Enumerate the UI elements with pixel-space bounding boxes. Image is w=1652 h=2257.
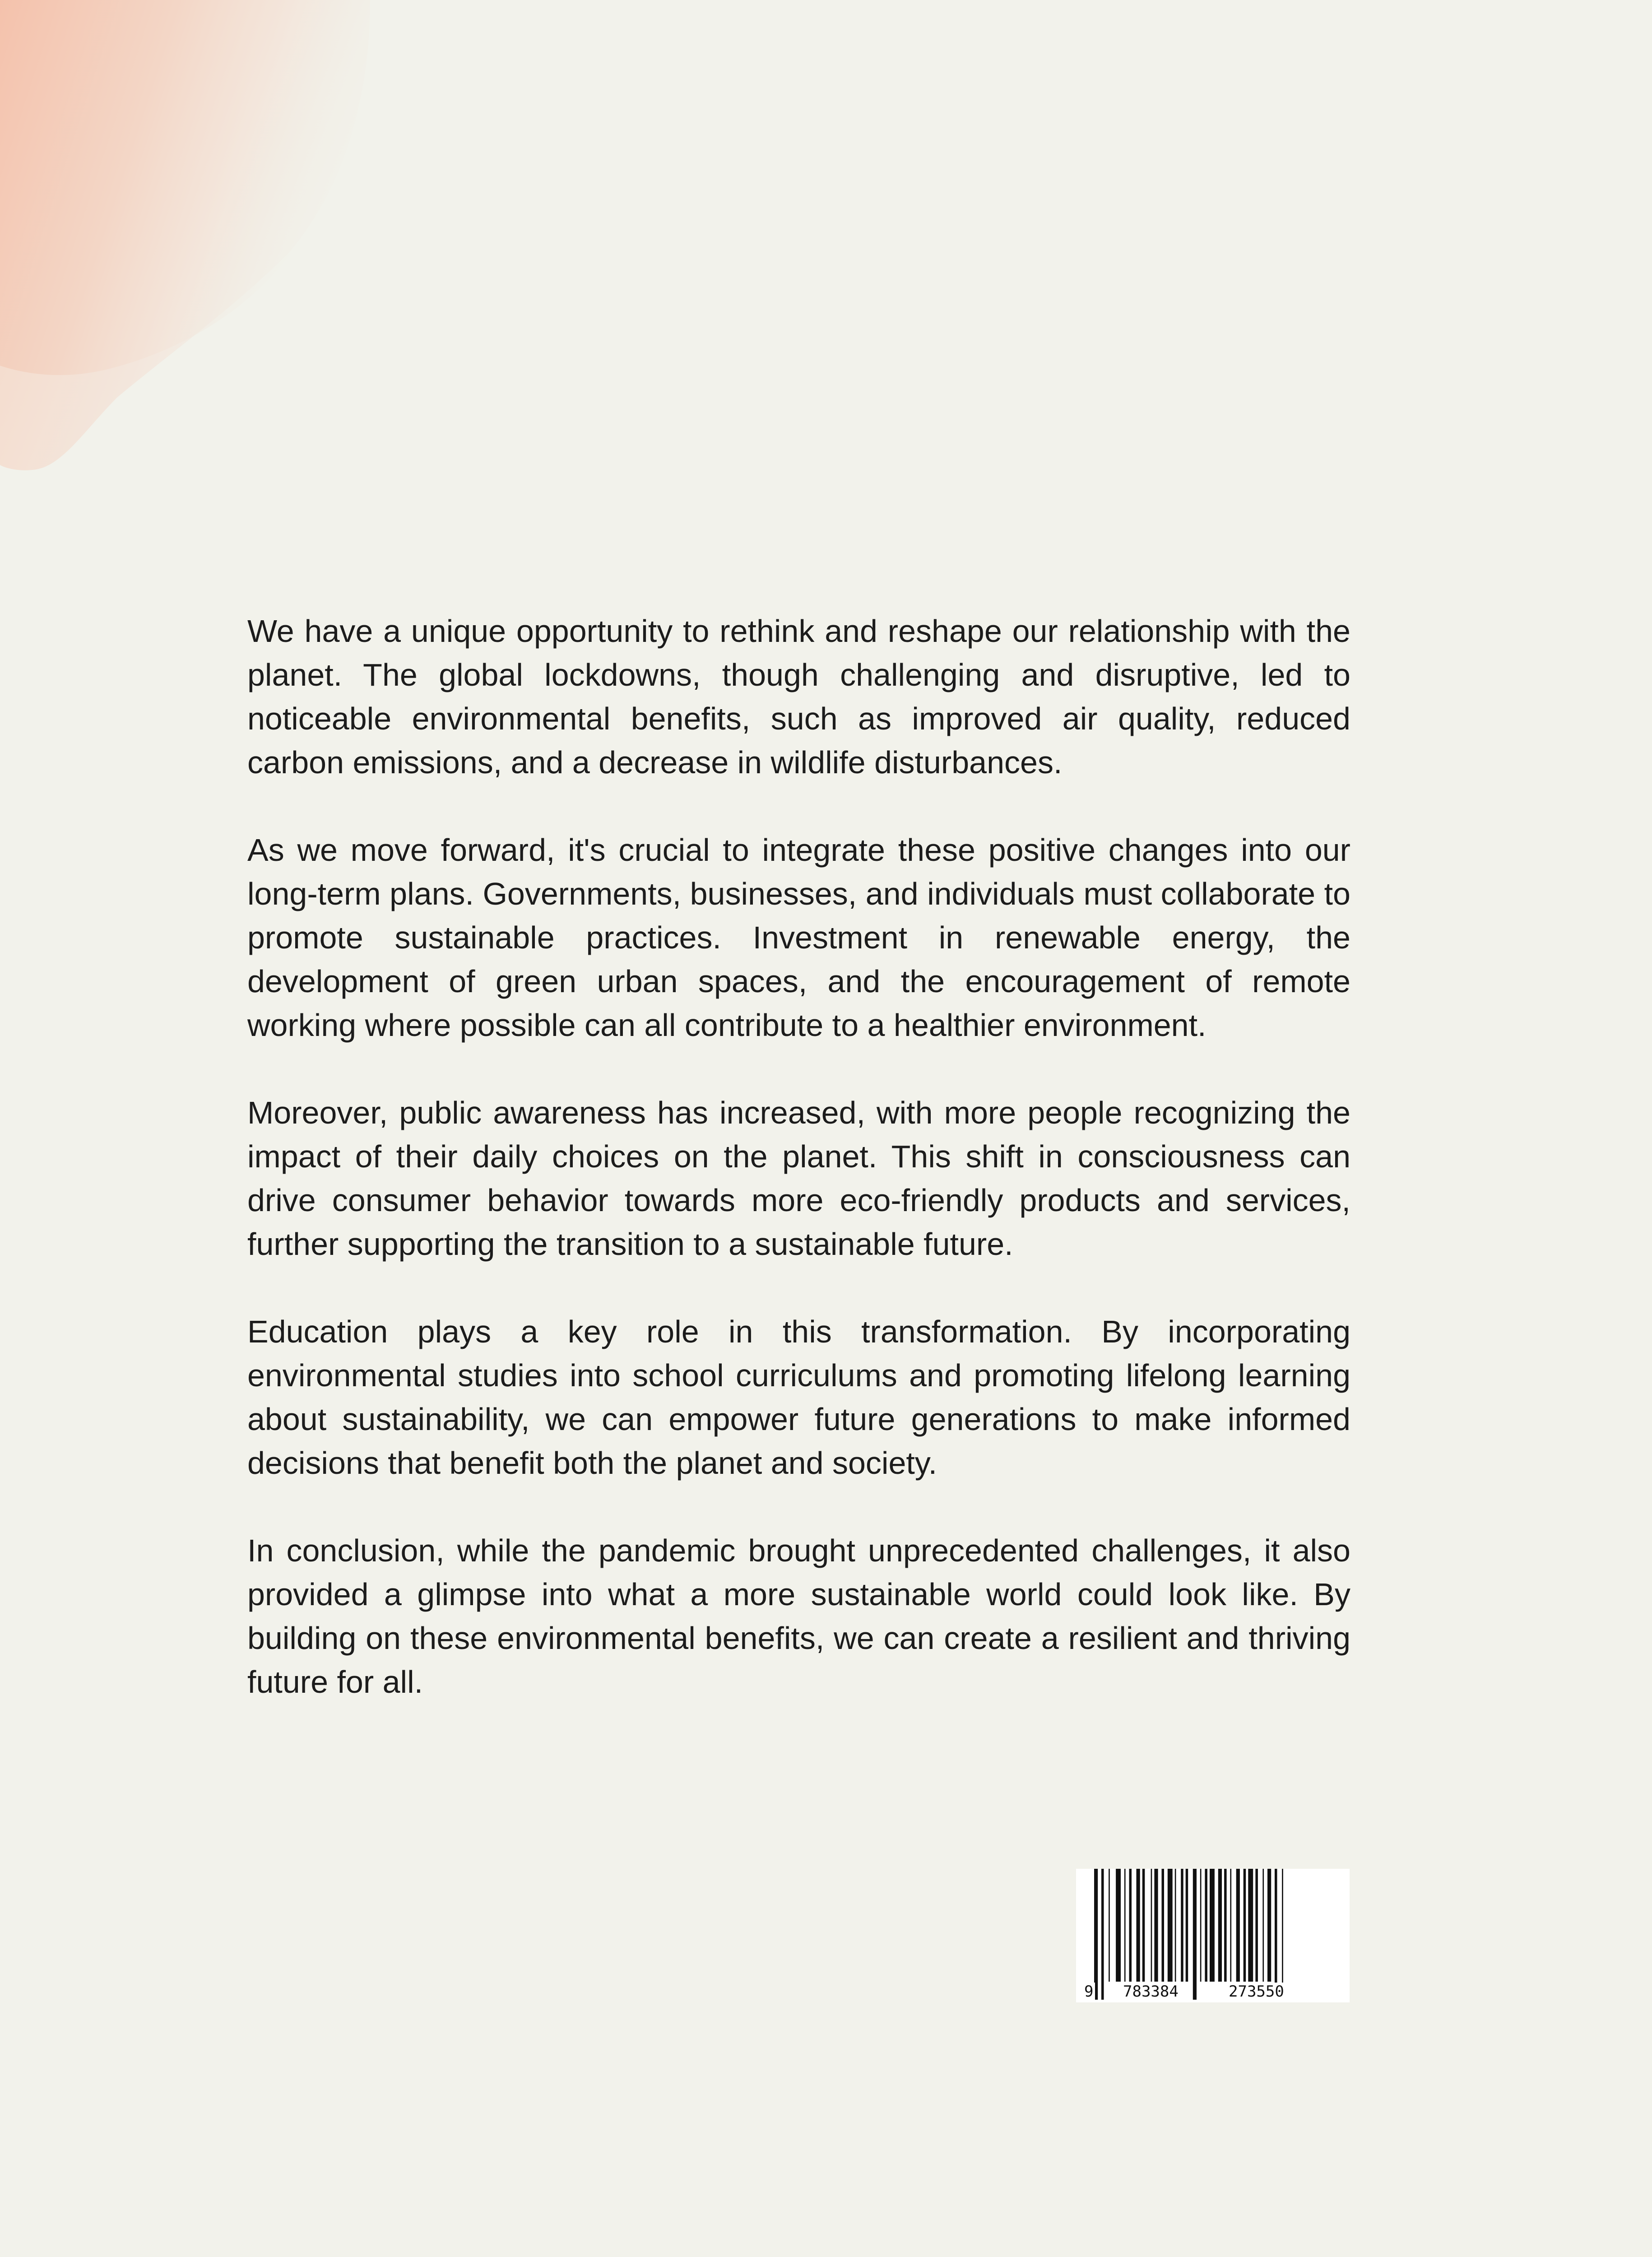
barcode-bar: [1101, 1869, 1104, 2000]
barcode-bar: [1210, 1869, 1215, 1982]
barcode-bar: [1181, 1869, 1183, 1982]
paragraph: In conclusion, while the pandemic brought unprecedented challenges, it also provided a glimpse into what a more sustainable world could look like. By building on these environmental benefits, we can create a resilient and thriving future for all.: [247, 1533, 1350, 1700]
barcode-bar: [1109, 1869, 1110, 1982]
barcode-bar: [1224, 1869, 1227, 1982]
barcode-bar: [1267, 1869, 1271, 1982]
barcode-bar: [1162, 1869, 1165, 1982]
barcode-bar: [1218, 1869, 1222, 1982]
barcode-bar: [1236, 1869, 1240, 1982]
barcode-left-digits: 783384: [1121, 1983, 1180, 2001]
barcode-bar: [1200, 1869, 1202, 1982]
barcode-bar: [1129, 1869, 1132, 1982]
barcode-bar: [1248, 1869, 1253, 1982]
barcode-right-digits: 273550: [1227, 1983, 1286, 2001]
barcode-bar: [1142, 1869, 1145, 1982]
paragraph: Moreover, public awareness has increased, with more people recognizing the impact of their daily choices on the planet. This shift in consciousness can drive consumer behavior towards more eco-friendly products and services, further supporting the transition to a sustainable future.: [247, 1095, 1350, 1262]
barcode-bar: [1137, 1869, 1140, 1982]
barcode-bar: [1205, 1869, 1207, 1982]
decorative-corner-blob: [0, 0, 379, 478]
barcode-bar: [1186, 1869, 1188, 1982]
barcode-bar: [1116, 1869, 1121, 1982]
paragraph: We have a unique opportunity to rethink and reshape our relationship with the planet. The global lockdowns, though challenging and disruptive, led to noticeable environmental benefits, such as improved air quality, reduced carbon emissions, and a decrease in wildlife disturbances.: [247, 613, 1350, 780]
barcode-bar: [1230, 1869, 1231, 1982]
barcode-lead-digit: 9: [1082, 1983, 1095, 2001]
barcode-bar: [1262, 1869, 1264, 1982]
barcode-bar: [1168, 1869, 1173, 1982]
barcode-bar: [1094, 1869, 1098, 2000]
barcode-bar: [1282, 1869, 1283, 2000]
body-text: [247, 609, 1350, 1704]
barcode-bar: [1151, 1869, 1152, 1982]
barcode-bar: [1175, 1869, 1176, 1982]
paragraph: Education plays a key role in this transformation. By incorporating environmental studies into school curriculums and promoting lifelong learning about sustainability, we can empower future generations to make informed decisions that benefit both the planet and society.: [247, 1314, 1350, 1481]
isbn-barcode: [1076, 1869, 1350, 2002]
barcode-bar: [1255, 1869, 1258, 1982]
barcode-digits: [1076, 1983, 1350, 2001]
barcode-bar: [1124, 1869, 1126, 1982]
barcode-bar: [1193, 1869, 1197, 2000]
barcode-bar: [1275, 1869, 1277, 2000]
paragraph: As we move forward, it's crucial to integrate these positive changes into our long-term plans. Governments, businesses, and individuals must collaborate to promote sustainable practices. Investment in renewable energy, the development of green urban spaces, and the encouragement of remote working where possible can all contribute to a healthier environment.: [247, 832, 1350, 1043]
barcode-bar: [1154, 1869, 1158, 1982]
barcode-bar: [1244, 1869, 1246, 1982]
